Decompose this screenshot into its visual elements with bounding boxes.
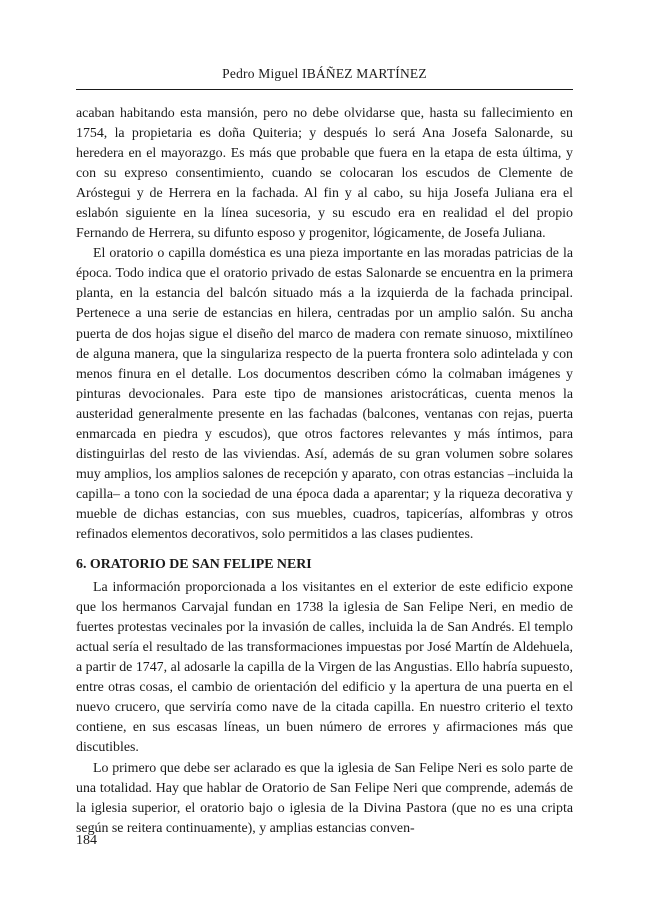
section-heading: 6. ORATORIO DE SAN FELIPE NERI <box>76 557 312 573</box>
page-number: 184 <box>76 833 97 848</box>
paragraph-informacion: La información proporcionada a los visitantes en el exterior de este edificio expone que los hermanos Carvajal fundan en 1738 la iglesia de San Felipe Neri, en medio de fuertes protestas vecinales por la invasión de calles, incluida la de San Andrés. El templo actual sería el resultado de las transformaciones impuestas por José Martín de Aldehuela, a partir de 1747, al adosarle la capilla de la Virgen de las Angustias. Ello habría supuesto, entre otras cosas, el cambio de orientación del edificio y la apertura de una puerta en el nuevo crucero, que serviría como nave de la citada capilla. En nuestro criterio el texto contiene, en sus escasas líneas, un buen número de errores y afirmaciones más que discutibles. <box>76 580 573 756</box>
paragraph-continued: acaban habitando esta mansión, pero no debe olvidarse que, hasta su fallecimiento en 1754, la propietaria es doña Quiteria; y después lo será Ana Josefa Salonarde, su heredera en el mayorazgo. Es más que probable que fuera en la etapa de esta última, y con su expreso consentimiento, cuando se colocaran los escudos de Clemente de Aróstegui y de Herrera en la fachada. Al fin y al cabo, su hija Josefa Juliana era el eslabón siguiente en la línea sucesoria, y su escudo era en realidad el del propio Fernando de Herrera, su difunto esposo y progenitor, lógicamente, de Josefa Juliana. <box>76 106 573 242</box>
paragraph-oratorio-domestico: El oratorio o capilla doméstica es una pieza importante en las moradas patricias de la época. Todo indica que el oratorio privado de estas Salonarde se encuentra en la primera planta, en la estancia del balcón situado más a la izquierda de la fachada principal. Pertenece a una serie de estancias en hilera, centradas por un amplio salón. Su ancha puerta de dos hojas sigue el diseño del marco de madera con remate sinuoso, mixtilíneo de alguna manera, que la singulariza respecto de la puerta frontera solo adintelada y con menos finura en el detalle. Los documentos describen cómo la colmaban imágenes y pinturas devocionales. Para este tipo de mansiones aristocráticas, cuenta menos la austeridad generalmente presente en las fachadas (balcones, ventanas con rejas, puerta enmarcada en piedra y escudos), que otros factores relevantes y más íntimos, para distinguirlas del resto de las viviendas. Así, además de su gran volumen sobre solares muy amplios, los amplios salones de recepción y aparato, con otras estancias –incluida la capilla– a tono con la sociedad de una época dada a aparentar; y la riqueza decorativa y mueble de dichas estancias, con sus muebles, cuadros, tapicerías, alfombras y otros refinados elementos decorativos, solo permitidos a las clases pudientes. <box>76 246 573 542</box>
page-body <box>76 104 573 839</box>
running-title: Pedro Miguel IBÁÑEZ MARTÍNEZ <box>222 66 427 81</box>
header-rule <box>76 89 573 90</box>
paragraph-lo-primero: Lo primero que debe ser aclarado es que la iglesia de San Felipe Neri es solo parte de una totalidad. Hay que hablar de Oratorio de San Felipe Neri que comprende, además de la iglesia superior, el oratorio bajo o iglesia de la Divina Pastora (que no es una cripta según se reitera continuamente), y amplias estancias conven- <box>76 760 573 836</box>
